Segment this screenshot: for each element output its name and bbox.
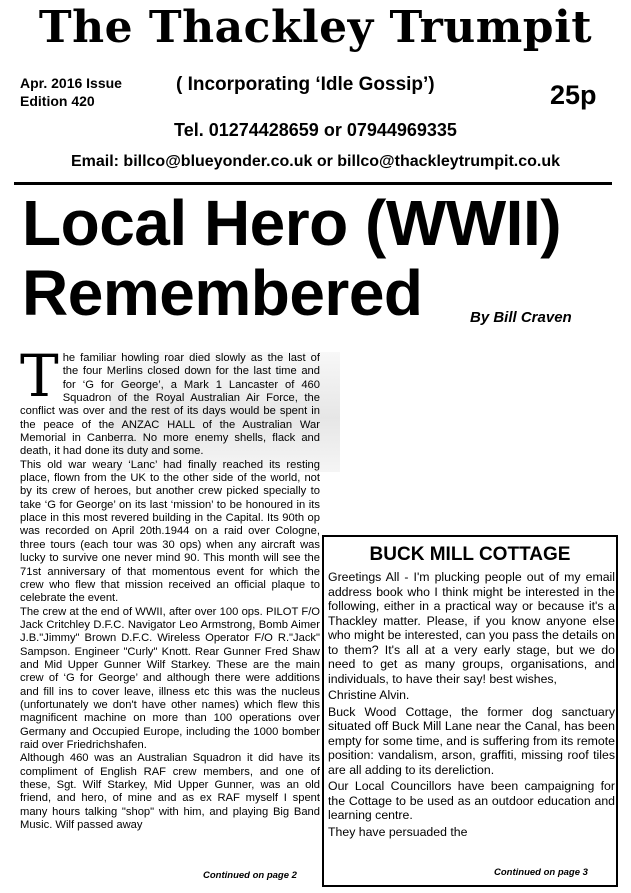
price: 25p <box>550 80 597 110</box>
box-paragraph: Buck Wood Cottage, the former dog sanctuary situated off Buck Mill Lane near the Canal, has been empty for some time, and is suffering from its remote position: vandalism, arson, graffiti, missing roof tiles are all adding to its dereliction. <box>328 704 615 777</box>
buck-mill-cottage-box <box>322 535 618 887</box>
article-paragraph: The crew at the end of WWII, after over 100 ops. PILOT F/O Jack Critchley D.F.C. Navigator Leo Armstrong, Bomb Aimer J.B."Jimmy" Brown D.F.C. Wireless Operator F/O R."Jack" Sampson. Engineer "Curly" Knott. Rear Gunner Fred Shaw and Mid Upper Gunner Wilf Starkey. These are the main crew of ‘G for George’ and although there were additions and fill ins to cover leave, illness etc this was the nucleus (unfortunately we don't have other names) which flew this magnificent machine on more than 100 operations over Germany and Occupied Europe, including the 1000 bomber raid over Friedrichshafen. <box>20 605 320 751</box>
headline-line-1: Local Hero (WWII) <box>22 187 562 259</box>
article-paragraph <box>20 342 320 459</box>
continued-page-3: Continued on page 3 <box>494 867 588 878</box>
header-divider <box>14 182 612 185</box>
issue-info <box>20 74 122 110</box>
email-line: Email: billco@blueyonder.co.uk or billco@thackleytrumpit.co.uk <box>70 153 561 170</box>
box-paragraph: Our Local Councillors have been campaigning for the Cottage to be used as an outdoor education and learning centre. <box>328 779 615 822</box>
drop-cap: T <box>20 342 59 410</box>
edition-number: Edition 420 <box>20 93 95 109</box>
box-paragraph: Greetings All - I'm plucking people out of my email address book who I think might be interested in the following, either in a practical way or because it's a Thackley matter. Please, if you know anyone else who might be interested, can you pass the details on to them? It's all at a very early stage, but we do need to get as many groups, organisations, and individuals, to have their say! best wishes, <box>328 570 615 686</box>
box-body <box>328 570 615 841</box>
box-paragraph: They have persuaded the <box>328 824 468 839</box>
box-title: BUCK MILL COTTAGE <box>369 544 571 565</box>
article-paragraph-text: he familiar howling roar died slowly as the last of the four Merlins closed down for the last time and for ‘G for George’, a Mark 1 Lancaster of 460 Squadron of the Royal Australian Air Force, the conflict was over and the rest of its days would be spent in the peace of the ANZAC HALL of the Australian War Memorial in Canberra. No more enemy shells, flack and death, it had done its duty and some. <box>20 352 320 458</box>
article-body <box>20 342 320 832</box>
byline: By Bill Craven <box>470 309 572 326</box>
box-signature: Christine Alvin. <box>328 688 410 702</box>
headline-line-2: Remembered <box>22 257 423 329</box>
subtitle: ( Incorporating ‘Idle Gossip’) <box>176 74 435 95</box>
article-headline <box>22 188 561 328</box>
article-paragraph: This old war weary ‘Lanc’ had finally reached its resting place, flown from the UK to the other side of the world, not by its crew of heroes, but another crew picked specially to take ‘G for George’ on its last ‘mission’ to be honoured in its place in this most revered building in the Capital. Its 90th op was recorded on April 20th.1944 on a raid over Cologne, three tours (each tour was 30 ops) when any aircraft was lucky to survive one never mind 90. This month will see the 71st anniversary of that momentous event for which the crew who flew that mission received an official plaque to celebrate the event. <box>20 458 320 605</box>
masthead-title: The Thackley Trumpit <box>38 2 593 53</box>
continued-page-2: Continued on page 2 <box>203 870 297 881</box>
telephone: Tel. 01274428659 or 07944969335 <box>174 120 457 140</box>
article-paragraph: Although 460 was an Australian Squadron it did have its compliment of English RAF crew members, and one of these, Sgt. Wilf Starkey, Mid Upper Gunner, was an old friend, and hero, of mine and as ex RAF myself I spent many hours talking "shop" with him, and playing Big Band Music. Wilf passed away <box>20 752 320 832</box>
issue-date: Apr. 2016 Issue <box>20 75 122 91</box>
